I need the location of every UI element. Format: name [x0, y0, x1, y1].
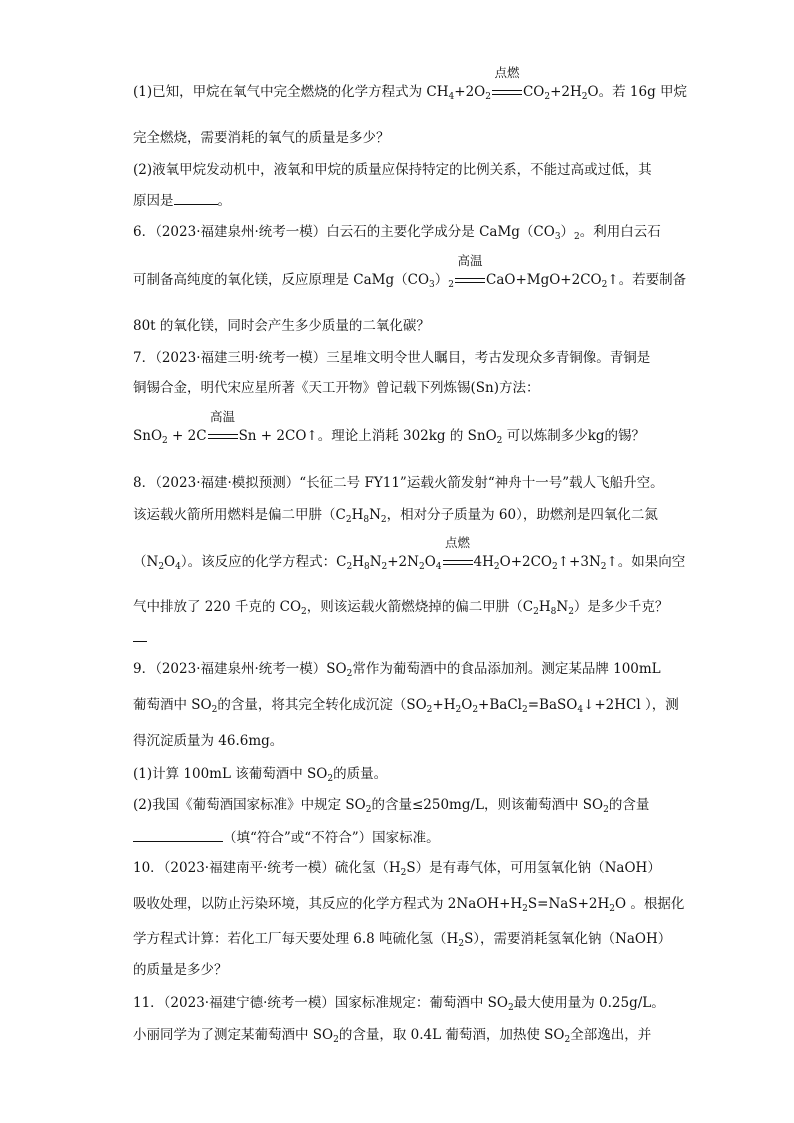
answer-blank[interactable]: [174, 191, 218, 205]
reaction-condition-high-temp: 高温: [208, 427, 238, 445]
answer-blank[interactable]: [133, 828, 223, 842]
q5-part1-line1: (1)已知，甲烷在氧气中完全燃烧的化学方程式为 $CH_4+2O_2$ 点燃 $CO_2+2H_2O$。若 16g 甲烷: [133, 65, 688, 102]
q6-line2: 可制备高纯度的氧化镁，反应原理是 $CaMg(CO_3)_2$ 高温 $CaO+MgO+2CO_2↑$。若要制备: [133, 253, 687, 290]
q5-part2-line2: 原因是 。: [133, 193, 231, 209]
q10-line1: 10．（2023·福建南平·统考一模）硫化氢$(H_2S)$是有毒气体，可用氢氧化钠（NaOH）: [133, 860, 661, 878]
q5-part1-line2: 完全燃烧，需要消耗的氧气的质量是多少？: [133, 130, 390, 146]
q6-line3: 80t 的氧化镁，同时会产生多少质量的二氧化碳？: [133, 318, 430, 334]
q6-line1: 6．（2023·福建泉州·统考一模）白云石的主要化学成分是 $CaMg(CO_3)_2$。利用白云石: [133, 224, 661, 242]
q7-line1: 7．（2023·福建三明·统考一模）三星堆文明令世人瞩目，考古发现众多青铜像。青铜是: [133, 350, 651, 366]
q5-part2-line1: (2)液氧甲烷发动机中，液氧和甲烷的质量应保持特定的比例关系，不能过高或过低，其: [133, 162, 652, 178]
reaction-condition-high-temp: 高温: [455, 271, 485, 289]
q8-line3: $(N_2O_4)$。该反应的化学方程式：$C_2H_8N_2+2N_2O_4$ 点燃 $4H_2O+2CO_2↑+3N_2↑$。如果向空: [133, 535, 686, 572]
q10-line2: 吸收处理，以防止污染环境，其反应的化学方程式为 $2NaOH+H_2S=NaS+2H_2O$ 。根据化: [133, 896, 685, 914]
q9-part2-line2: （填“符合”或“不符合”）国家标准。: [133, 828, 673, 847]
q11-line1: 11．（2023·福建宁德·统考一模）国家标准规定：葡萄酒中 $SO_2$最大使用量为 0.25g/L。: [133, 995, 665, 1013]
answer-blank-short[interactable]: [133, 641, 147, 642]
reaction-condition-ignite: 点燃: [492, 83, 522, 101]
q9-line3: 得沉淀质量为 46.6mg。: [133, 733, 284, 749]
reaction-condition-ignite: 点燃: [443, 553, 473, 571]
q9-part1: (1)计算 100mL 该葡萄酒中 $SO_2$的质量。: [133, 766, 388, 784]
q11-line2: 小丽同学为了测定某葡萄酒中 $SO_2$的含量，取 0.4L 葡萄酒，加热使 $SO_2$全部逸出，并: [133, 1027, 652, 1045]
q9-part2-line1: (2)我国《葡萄酒国家标准》中规定 $SO_2$的含量≤250mg/L，则该葡萄酒中 $SO_2$的含量: [133, 797, 650, 815]
q9-line1: 9．（2023·福建泉州·统考一模）$SO_2$常作为葡萄酒中的食品添加剂。测定某品牌 100mL: [133, 661, 661, 679]
q8-line1: 8．（2023·福建·模拟预测）“长征二号 FY11”运载火箭发射“神舟十一号”载人飞船升空。: [133, 475, 664, 491]
q8-line2: 该运载火箭所用燃料是偏二甲肼（$C_2H_8N_2$，相对分子质量为 60），助燃剂是四氧化二氮: [133, 507, 658, 525]
q7-line3: SnO$_2$ + 2C 高温 Sn + 2CO↑。理论上消耗 302kg 的 SnO$_2$ 可以炼制多少kg的锡？: [133, 409, 646, 446]
q10-line4: 的质量是多少？: [133, 962, 228, 978]
q8-line4: 气中排放了 220 千克的 $CO_2$，则该运载火箭燃烧掉的偏二甲肼$(C_2H_8N_2)$是多少千克？: [133, 599, 669, 617]
q10-line3: 学方程式计算：若化工厂每天要处理 6.8 吨硫化氢$(H_2S)$，需要消耗氢氧化钠（NaOH）: [133, 931, 672, 949]
q9-line2: 葡萄酒中 $SO_2$的含量，将其完全转化成沉淀（$SO_2+H_2O_2+BaCl_2=BaSO_4↓+2HCl$ ），测: [133, 697, 679, 715]
q7-line2: 铜锡合金，明代宋应星所著《天工开物》曾记载下列炼锡(Sn)方法：: [133, 380, 540, 396]
